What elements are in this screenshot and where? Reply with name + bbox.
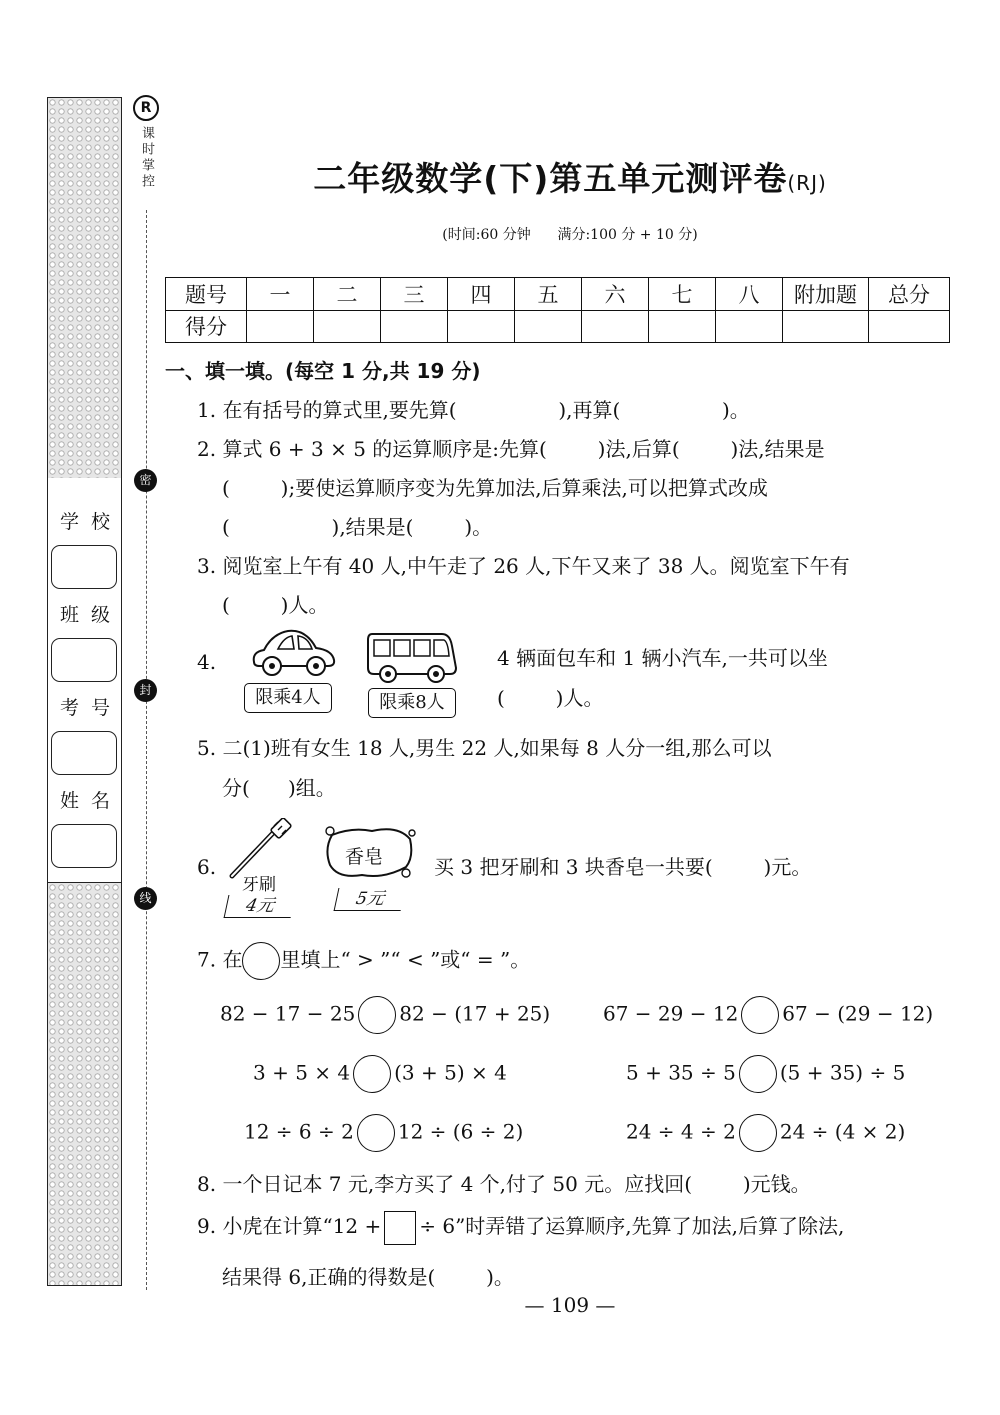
compare-item-3	[253, 1055, 507, 1093]
compare-item-5	[244, 1114, 523, 1152]
car-icon	[248, 622, 340, 678]
soap-price-tag: 5元	[334, 888, 406, 911]
van-capacity-tag: 限乘8人	[368, 688, 456, 718]
sidebar-pattern-bottom	[47, 882, 122, 1286]
sidebar-pattern-top	[47, 97, 122, 479]
compare-answer-circle[interactable]	[741, 996, 779, 1034]
car-capacity-tag: 限乘4人	[244, 683, 332, 713]
question-4-line-2: ( )人。	[497, 686, 604, 710]
score-cell: 八	[716, 278, 783, 311]
compare-left: 3 + 5 × 4	[253, 1060, 351, 1085]
class-field[interactable]	[51, 638, 117, 682]
compare-right: 67 − (29 − 12)	[782, 1001, 934, 1026]
score-cell: 四	[448, 278, 515, 311]
compare-item-6	[626, 1114, 905, 1152]
title-edition: (RJ)	[787, 171, 827, 195]
score-input-cell[interactable]	[247, 310, 314, 343]
compare-left: 67 − 29 − 12	[603, 1001, 739, 1026]
question-7	[197, 942, 530, 980]
score-input-cell[interactable]	[582, 310, 649, 343]
compare-left: 82 − 17 − 25	[220, 1001, 356, 1026]
score-cell: 总分	[869, 278, 950, 311]
score-table	[165, 277, 950, 343]
question-7-prefix: 7. 在	[197, 947, 243, 972]
question-7-suffix: 里填上“ > ”“ < ”或“ = ”。	[280, 947, 531, 972]
question-5-line-1: 5. 二(1)班有女生 18 人,男生 22 人,如果每 8 人分一组,那么可以	[197, 736, 772, 760]
question-9-line-2: 结果得 6,正确的得数是( )。	[222, 1265, 514, 1289]
compare-item-2	[603, 996, 933, 1034]
registered-mark-icon: R	[133, 95, 159, 121]
question-2-line-2: ( );要使运算顺序变为先算加法,后算乘法,可以把算式改成	[222, 476, 768, 500]
compare-item-4	[626, 1055, 905, 1093]
question-1: 1. 在有括号的算式里,要先算( ),再算( )。	[197, 398, 750, 422]
compare-answer-circle[interactable]	[739, 1055, 777, 1093]
sidebar-label-school: 学校	[59, 511, 122, 533]
seal-marker-feng: 封	[134, 679, 157, 702]
score-input-cell[interactable]	[381, 310, 448, 343]
compare-answer-circle[interactable]	[739, 1114, 777, 1152]
square-blank[interactable]	[384, 1211, 416, 1245]
compare-right: 24 ÷ (4 × 2)	[779, 1119, 906, 1144]
section-heading: 一、填一填。(每空 1 分,共 19 分)	[165, 359, 481, 383]
title-main: 二年级数学(下)第五单元测评卷	[313, 159, 788, 198]
question-6-text: 买 3 把牙刷和 3 块香皂一共要( )元。	[434, 855, 812, 879]
question-6-number: 6.	[197, 855, 217, 879]
score-input-cell[interactable]	[448, 310, 515, 343]
question-9-suffix: ÷ 6”时弄错了运算顺序,先算了加法,后算了除法,	[419, 1214, 845, 1238]
score-input-cell[interactable]	[649, 310, 716, 343]
compare-left: 5 + 35 ÷ 5	[626, 1060, 736, 1085]
score-input-cell[interactable]	[314, 310, 381, 343]
question-4-line-1: 4 辆面包车和 1 辆小汽车,一共可以坐	[497, 646, 828, 670]
compare-item-1	[220, 996, 550, 1034]
score-cell: 附加题	[783, 278, 869, 311]
sidebar-label-name: 姓名	[59, 790, 122, 812]
score-cell: 七	[649, 278, 716, 311]
compare-answer-circle[interactable]	[357, 1114, 395, 1152]
compare-right: 12 ÷ (6 ÷ 2)	[397, 1119, 524, 1144]
page-number: — 109 —	[524, 1293, 616, 1317]
score-table-header-row	[166, 278, 950, 311]
page-title	[160, 153, 980, 200]
compare-right: (3 + 5) × 4	[394, 1060, 507, 1085]
compare-left: 12 ÷ 6 ÷ 2	[244, 1119, 354, 1144]
compare-left: 24 ÷ 4 ÷ 2	[626, 1119, 736, 1144]
question-5-line-2: 分( )组。	[222, 776, 336, 800]
score-input-cell[interactable]	[716, 310, 783, 343]
score-cell: 二	[314, 278, 381, 311]
exam-info: (时间:60 分钟 满分:100 分 + 10 分)	[442, 227, 698, 243]
question-3-line-1: 3. 阅览室上午有 40 人,中午走了 26 人,下午又来了 38 人。阅览室下午有	[197, 554, 850, 578]
question-4-number: 4.	[197, 650, 217, 674]
question-9-line-1	[197, 1210, 844, 1245]
circle-blank-sample	[242, 942, 280, 980]
question-8: 8. 一个日记本 7 元,李方买了 4 个,付了 50 元。应找回( )元钱。	[197, 1172, 811, 1196]
seal-marker-xian: 线	[134, 887, 157, 910]
sidebar-label-class: 班级	[59, 604, 122, 626]
soap-label: 香皂	[345, 846, 384, 868]
question-2-line-1: 2. 算式 6 + 3 × 5 的运算顺序是:先算( )法,后算( )法,结果是	[197, 437, 825, 461]
score-input-cell[interactable]	[783, 310, 869, 343]
compare-right: (5 + 35) ÷ 5	[779, 1060, 906, 1085]
score-cell: 题号	[166, 278, 247, 311]
exam-number-field[interactable]	[51, 731, 117, 775]
name-field[interactable]	[51, 824, 117, 868]
score-cell: 六	[582, 278, 649, 311]
score-cell: 一	[247, 278, 314, 311]
toothbrush-price-tag: 4元	[224, 895, 296, 918]
sidebar-vertical-text: 课时掌控	[139, 126, 154, 190]
compare-answer-circle[interactable]	[358, 996, 396, 1034]
score-cell: 三	[381, 278, 448, 311]
score-row-label: 得分	[166, 310, 247, 343]
seal-marker-mi: 密	[134, 469, 157, 492]
toothbrush-label: 牙刷	[242, 875, 276, 895]
seal-dashed-line	[146, 210, 147, 1290]
question-2-line-3: ( ),结果是( )。	[222, 515, 493, 539]
question-9-prefix: 9. 小虎在计算“12 +	[197, 1214, 382, 1238]
compare-answer-circle[interactable]	[353, 1055, 391, 1093]
score-input-cell[interactable]	[515, 310, 582, 343]
sidebar-label-exam-number: 考号	[59, 697, 122, 719]
score-input-cell[interactable]	[869, 310, 950, 343]
score-table-score-row	[166, 310, 950, 343]
question-3-line-2: ( )人。	[222, 593, 329, 617]
school-field[interactable]	[51, 545, 117, 589]
compare-right: 82 − (17 + 25)	[399, 1001, 551, 1026]
score-cell: 五	[515, 278, 582, 311]
van-icon	[364, 628, 460, 686]
